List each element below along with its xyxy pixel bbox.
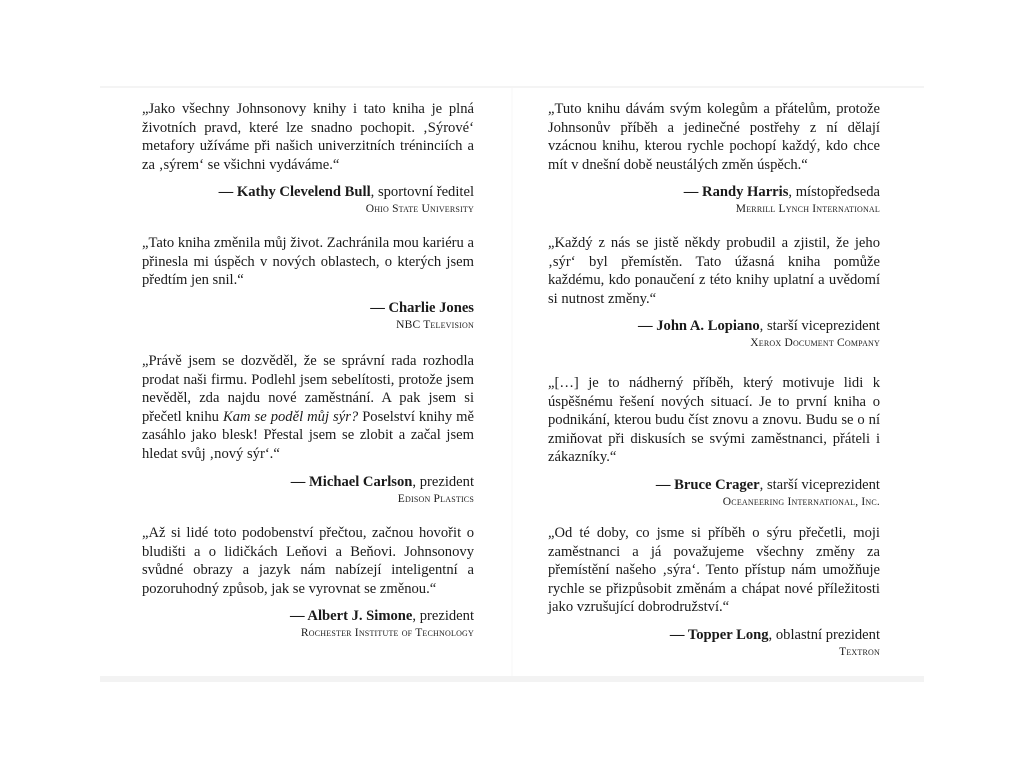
author-organization: Xerox Document Company bbox=[750, 337, 880, 350]
author-name: Albert J. Simone bbox=[307, 608, 413, 625]
quote-text: „Tuto knihu dávám svým kolegům a přátelům, protože Johnsonův příběh a jedinečné postřehy z ní dělají vzácnou knihu, kterou rychle pochopí každý, kdo chce mít v dnešní době neustálých změn úspěch.“ bbox=[548, 101, 880, 173]
attribution-dash: — bbox=[218, 184, 237, 201]
blurb-albert-simone bbox=[142, 524, 474, 640]
author-name: Topper Long bbox=[687, 626, 769, 643]
blurb-bruce-crager bbox=[548, 374, 880, 509]
attribution bbox=[142, 300, 474, 317]
attribution bbox=[548, 627, 880, 644]
blurb-topper-long bbox=[548, 524, 880, 659]
author-name: Michael Carlson bbox=[309, 473, 413, 490]
quote-text-end: Poselství knihy mě zasáhlo jako blesk! Přestal jsem se zlobit a začal jsem hledat svůj ‚nový sýr‘.“ bbox=[142, 408, 474, 462]
quote-text bbox=[142, 352, 474, 464]
author-name: Randy Harris bbox=[702, 184, 789, 201]
author-role: , starší viceprezident bbox=[759, 318, 880, 335]
attribution bbox=[142, 184, 474, 201]
blurb-john-lopiano bbox=[548, 234, 880, 350]
blurb-michael-carlson bbox=[142, 352, 474, 506]
quote-text: „Jako všechny Johnsonovy knihy i tato kniha je plná životních pravd, které lze snadno pochopit. ‚Sýrové‘ metafory užíváme při našich univerzitních tréninciích a za ‚sýrem‘ se všichni vydáváme.“ bbox=[142, 101, 474, 173]
quote-text: „Každý z nás se jistě někdy probudil a zjistil, že jeho ‚sýr‘ byl přemístěn. Tato úžasná kniha pomůže každému, kdo ponaučení z této knihy uplatní a uvědomí si nutnost změny.“ bbox=[548, 235, 880, 307]
author-name: Bruce Crager bbox=[674, 476, 760, 493]
attribution bbox=[548, 477, 880, 494]
blurb-charlie-jones bbox=[142, 234, 474, 332]
author-role: , prezident bbox=[412, 608, 474, 625]
author-organization: Rochester Institute of Technology bbox=[300, 627, 474, 640]
attribution-dash: — bbox=[669, 626, 688, 643]
author-organization: Oceaneering International, Inc. bbox=[722, 495, 880, 508]
book-title: Kam se poděl můj sýr? bbox=[222, 408, 359, 425]
quote-text-start: „Právě jsem se dozvěděl, že se správní rada rozhodla prodat naši firmu. Podlehl jsem sebelítosti, protože jsem nevěděl, zda najdu nové zaměstnání. A pak jsem si přečetl knihu bbox=[142, 353, 474, 425]
spread-bottom-edge bbox=[100, 676, 924, 682]
blurb-kathy-bull bbox=[142, 100, 474, 216]
author-role: , sportovní ředitel bbox=[370, 184, 474, 201]
author-organization: NBC Television bbox=[396, 318, 474, 331]
quote-text: „[…] je to nádherný příběh, který motivuje lidi k úspěšnému řešení nových situací. Je to první kniha o podnikání, kterou budu číst znovu a znovu. Budu se o ní zmiňovat při diskusích se svými zaměstnanci, přáteli i zákazníky.“ bbox=[548, 375, 880, 466]
attribution bbox=[142, 608, 474, 625]
blurb-randy-harris bbox=[548, 100, 880, 216]
author-name: Kathy Clevelend Bull bbox=[236, 184, 371, 201]
author-role: , místopředseda bbox=[788, 184, 880, 201]
author-role: , oblastní prezident bbox=[768, 626, 880, 643]
author-name: Charlie Jones bbox=[388, 299, 474, 316]
attribution-dash: — bbox=[289, 608, 308, 625]
author-role: , starší viceprezident bbox=[759, 476, 880, 493]
quote-text: „Tato kniha změnila můj život. Zachránila mou kariéru a přinesla mi úspěch v nových oblastech, o kterých jsem předtím jen snil.“ bbox=[142, 235, 474, 289]
author-organization: Edison Plastics bbox=[397, 492, 474, 505]
quote-text: „Od té doby, co jsme si příběh o sýru přečetli, moji zaměstnanci a já považujeme všechny změny za přemístění našeho ‚sýra‘. Tento přístup nám umožňuje rychle se přizpůsobit změnám a chápat nové příležitosti jako vzrušující dobrodružství.“ bbox=[548, 525, 880, 616]
author-organization: Textron bbox=[839, 645, 880, 658]
author-name: John A. Lopiano bbox=[656, 318, 760, 335]
attribution bbox=[142, 474, 474, 491]
attribution-dash: — bbox=[637, 318, 657, 335]
attribution-dash: — bbox=[655, 476, 675, 493]
attribution-dash: — bbox=[370, 299, 389, 316]
author-organization: Merrill Lynch International bbox=[735, 203, 880, 216]
quote-text: „Až si lidé toto podobenství přečtou, začnou hovořit o bludišti a o lidičkách Leňovi a Beňovi. Johnsonovy svůdné obrazy a jazyk nám nabízejí inteligentní a pozoruhodný způsob, jak se vyrovnat se změnou.“ bbox=[142, 525, 474, 597]
attribution-dash: — bbox=[683, 184, 703, 201]
attribution-dash: — bbox=[290, 473, 310, 490]
attribution bbox=[548, 318, 880, 335]
author-role: , prezident bbox=[412, 473, 474, 490]
author-organization: Ohio State University bbox=[365, 203, 474, 216]
attribution bbox=[548, 184, 880, 201]
book-spine bbox=[511, 88, 513, 678]
